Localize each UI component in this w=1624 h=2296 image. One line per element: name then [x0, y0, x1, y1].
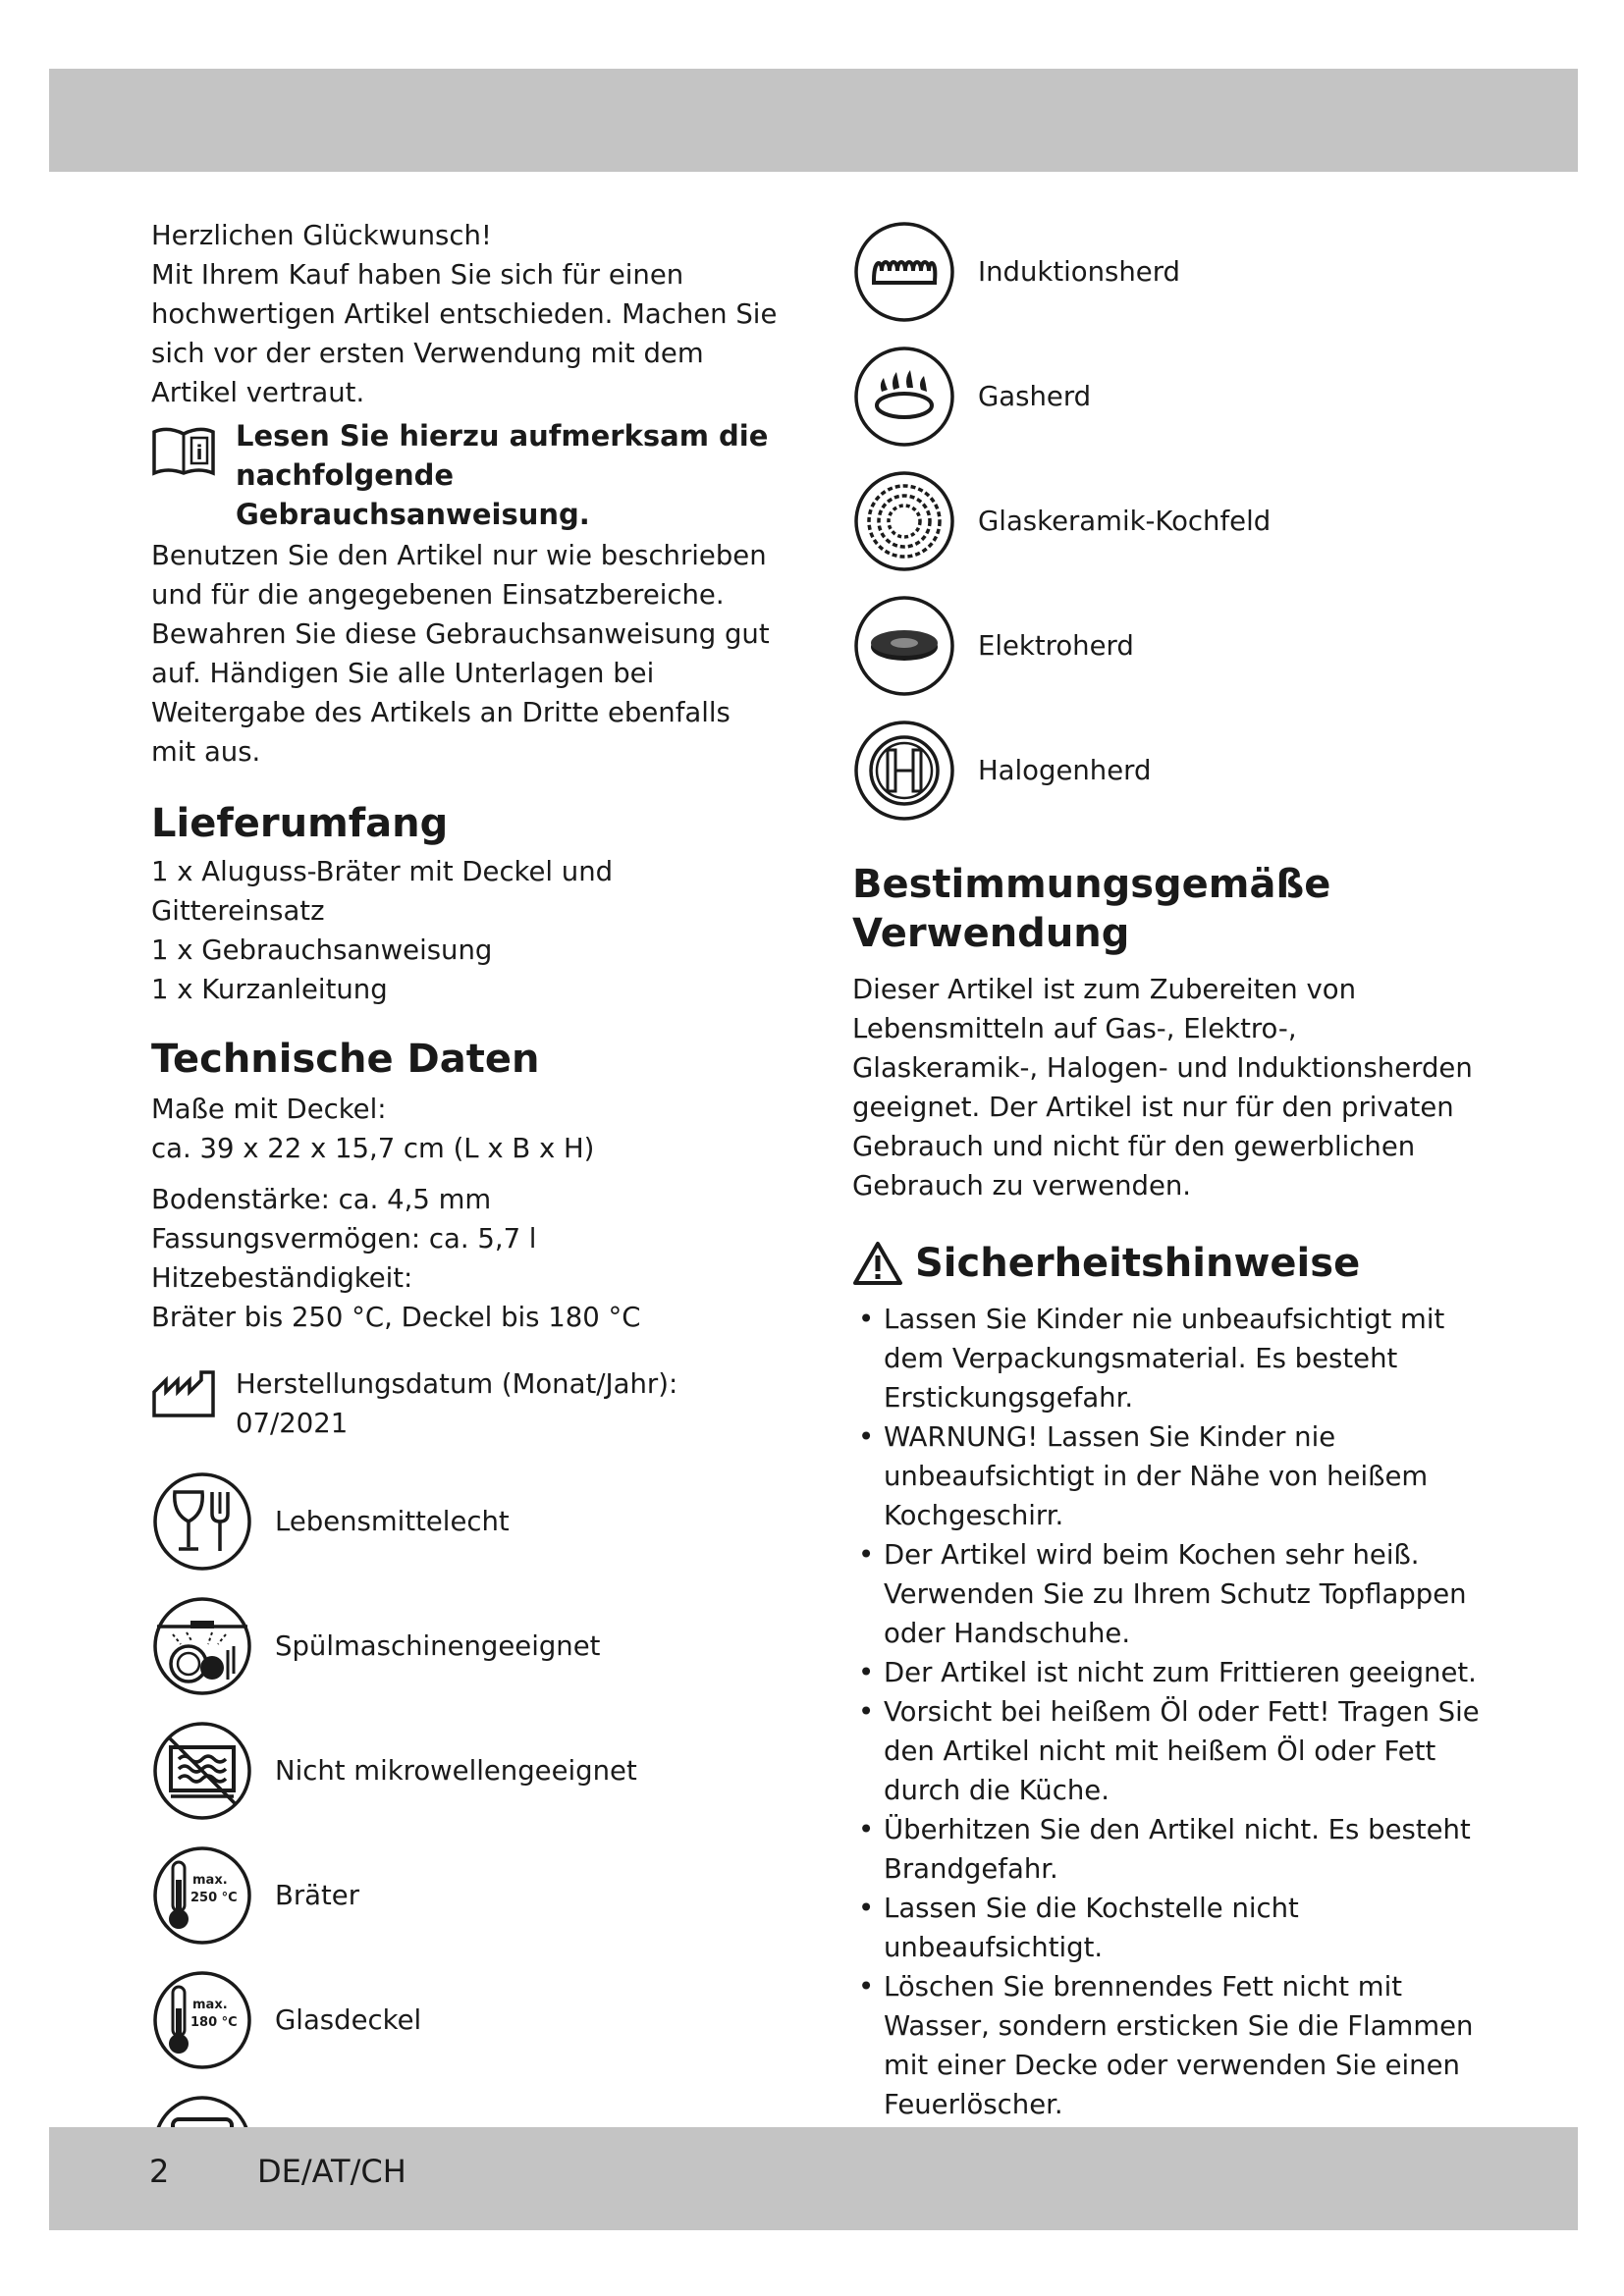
- dims-value: ca. 39 x 22 x 15,7 cm (L x B x H): [151, 1133, 595, 1164]
- symbol-ceramic: [852, 469, 1490, 573]
- safety-heading-text: Sicherheitshinweise: [915, 1241, 1361, 1286]
- safety-heading: [852, 1239, 1490, 1288]
- symbol-electric: [852, 594, 1490, 698]
- symbol-label: Nicht mikrowellengeeignet: [275, 1755, 637, 1787]
- production-date: [151, 1364, 780, 1443]
- scope-heading: Lieferumfang: [151, 801, 449, 846]
- capacity: Fassungsvermögen: ca. 5,7 l: [151, 1223, 537, 1255]
- safety-item: • Der Artikel ist nicht zum Frittieren geeignet.: [852, 1653, 1490, 1692]
- glass-fork-icon: [151, 1470, 253, 1573]
- manual-info-icon: [151, 424, 216, 477]
- thermometer-250-icon: [151, 1844, 253, 1947]
- production-label: Herstellungsdatum (Monat/Jahr):: [236, 1368, 678, 1400]
- safety-list: [852, 1300, 1490, 2203]
- material-symbols: [151, 1470, 780, 2196]
- symbol-label: Induktionsherd: [978, 256, 1180, 288]
- induction-coil-icon: [852, 220, 956, 324]
- ceramic-hob-icon: [852, 469, 956, 573]
- tech-heading: Technische Daten: [151, 1037, 540, 1082]
- symbol-label: Glasdeckel: [275, 2004, 422, 2036]
- safety-item: • Überhitzen Sie den Artikel nicht. Es besteht Brandgefahr.: [852, 1810, 1490, 1889]
- symbol-food-safe: [151, 1470, 780, 1573]
- safety-item: • Lassen Sie Kinder nie unbeaufsichtigt mit dem Verpackungsmaterial. Es besteht Erstickungsgefahr.: [852, 1300, 1490, 1417]
- note-text: Lesen Sie hierzu aufmerksam die nachfolgende Gebrauchsanweisung.: [236, 419, 769, 531]
- symbol-label: Gasherd: [978, 381, 1092, 412]
- safety-item: • Der Artikel wird beim Kochen sehr heiß. Verwenden Sie zu Ihrem Schutz Topflappen oder Handschuhe.: [852, 1535, 1490, 1653]
- symbol-dishwasher: [151, 1595, 780, 1697]
- safety-item: • Lassen Sie die Kochstelle nicht unbeaufsichtigt.: [852, 1889, 1490, 1967]
- dishwasher-icon: [151, 1595, 253, 1697]
- no-microwave-icon: [151, 1720, 253, 1822]
- halogen-hob-icon: [852, 719, 956, 823]
- symbol-label: Bräter: [275, 1880, 360, 1911]
- symbol-label: Glaskeramik-Kochfeld: [978, 506, 1272, 537]
- heat-label: Hitzebeständigkeit:: [151, 1262, 413, 1294]
- symbol-label: Elektroherd: [978, 630, 1134, 662]
- max-label: max.: [192, 1998, 228, 2012]
- intended-use-text: Dieser Artikel ist zum Zubereiten von Lebensmitteln auf Gas-, Elektro-, Glaskeramik-, Halogen- und Induktionsherden geeignet. Der Artikel ist nur für den privaten Gebrauch und nicht für den gewerblichen Gebrauch zu verwenden.: [852, 974, 1473, 1201]
- right-column: [852, 216, 1490, 2203]
- dims-label: Maße mit Deckel:: [151, 1094, 387, 1125]
- scope-list: [151, 852, 780, 1009]
- warning-triangle-icon: [852, 1241, 903, 1286]
- symbol-no-microwave: [151, 1720, 780, 1822]
- hob-symbols: [852, 220, 1490, 823]
- thermometer-180-icon: [151, 1969, 253, 2071]
- symbol-label: Halogenherd: [978, 755, 1152, 786]
- region-code: DE/AT/CH: [257, 2153, 406, 2190]
- intended-use-heading: [852, 860, 1490, 958]
- temp-label: 250 °C: [190, 1891, 238, 1905]
- safety-item: • Vorsicht bei heißem Öl oder Fett! Tragen Sie den Artikel nicht mit heißem Öl oder Fett durch die Küche.: [852, 1692, 1490, 1810]
- electric-plate-icon: [852, 594, 956, 698]
- symbol-roaster-temp: [151, 1844, 780, 1947]
- symbol-halogen: [852, 719, 1490, 823]
- factory-icon: [151, 1370, 216, 1419]
- page-number: 2: [149, 2153, 170, 2190]
- max-label: max.: [192, 1873, 228, 1888]
- intended-use-heading-line1: Bestimmungsgemäße: [852, 862, 1331, 907]
- greeting: Herzlichen Glückwunsch!: [151, 220, 492, 251]
- read-instructions-note: [151, 416, 780, 534]
- svg-text:i: i: [195, 441, 203, 464]
- symbol-induction: [852, 220, 1490, 324]
- temp-label: 180 °C: [190, 2015, 238, 2030]
- symbol-label: Spülmaschinengeeignet: [275, 1630, 601, 1662]
- usage-text: Benutzen Sie den Artikel nur wie beschrieben und für die angegebenen Einsatzbereiche. Bewahren Sie diese Gebrauchsanweisung gut auf. Händigen Sie alle Unterlagen bei Weitergabe des Artikels an Dritte ebenfalls mit aus.: [151, 540, 770, 768]
- symbol-label: Lebensmittelecht: [275, 1506, 510, 1537]
- gas-flame-icon: [852, 345, 956, 449]
- left-column: [151, 216, 780, 2196]
- header-band: [49, 69, 1578, 172]
- safety-item: • Löschen Sie brennendes Fett nicht mit Wasser, sondern ersticken Sie die Flammen mit einer Decke oder verwenden Sie einen Feuerlöscher.: [852, 1967, 1490, 2124]
- base-thickness: Bodenstärke: ca. 4,5 mm: [151, 1184, 492, 1215]
- symbol-lid-temp: [151, 1969, 780, 2071]
- safety-item: • WARNUNG! Lassen Sie Kinder nie unbeaufsichtigt in der Nähe von heißem Kochgeschirr.: [852, 1417, 1490, 1535]
- scope-item: 1 x Kurzanleitung: [151, 974, 388, 1005]
- scope-item: 1 x Gebrauchsanweisung: [151, 934, 493, 966]
- symbol-gas: [852, 345, 1490, 449]
- intro-text: Mit Ihrem Kauf haben Sie sich für einen hochwertigen Artikel entschieden. Machen Sie sich vor der ersten Verwendung mit dem Artikel vertraut.: [151, 259, 778, 408]
- scope-item: 1 x Aluguss-Bräter mit Deckel und Gittereinsatz: [151, 856, 614, 927]
- intended-use-heading-line2: Verwendung: [852, 911, 1130, 956]
- heat-value: Bräter bis 250 °C, Deckel bis 180 °C: [151, 1302, 641, 1333]
- production-value: 07/2021: [236, 1408, 349, 1439]
